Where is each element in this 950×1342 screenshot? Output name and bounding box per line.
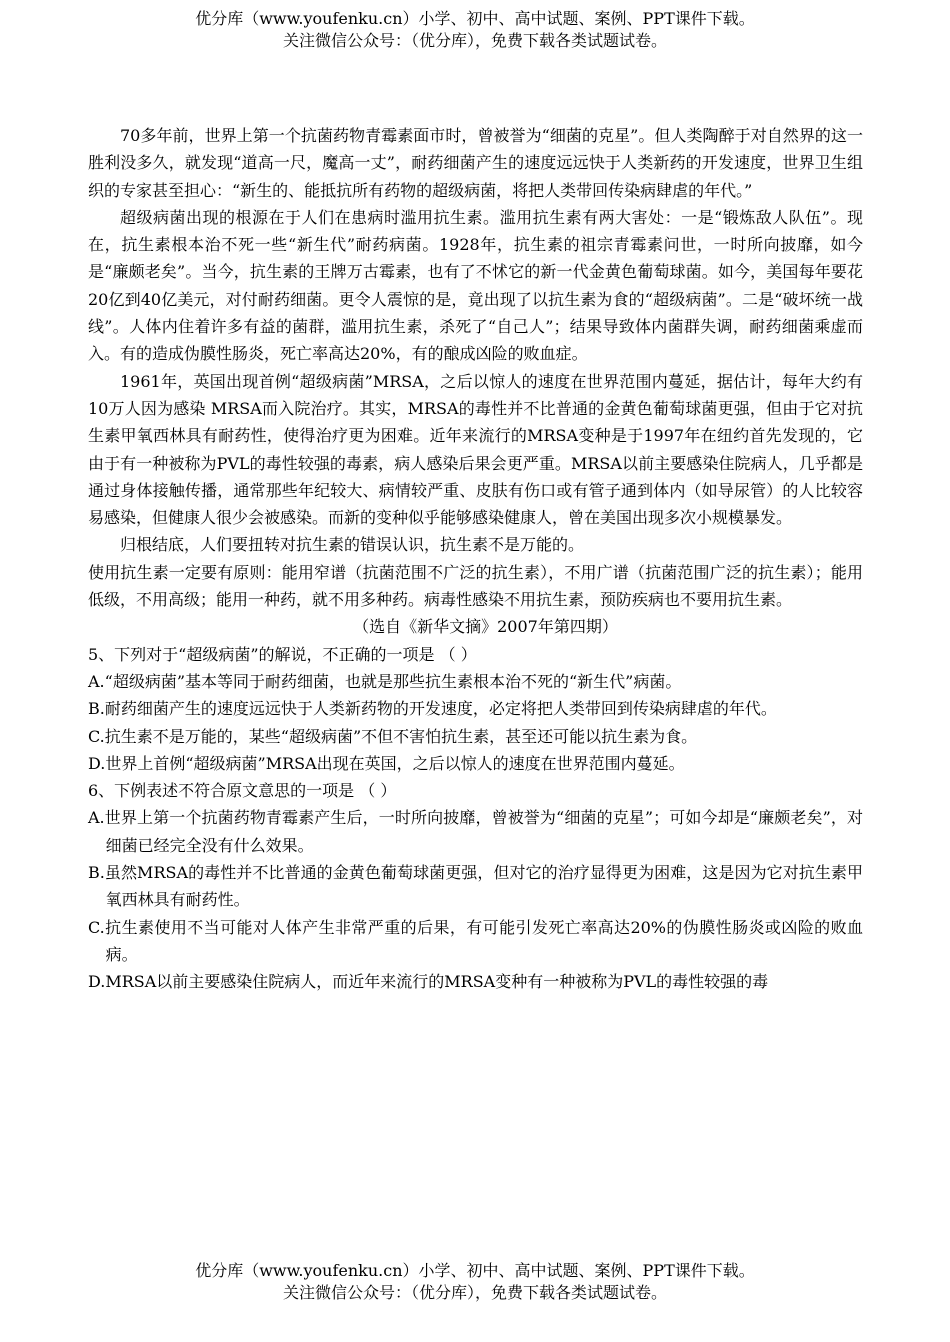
header-line-1: 优分库（www.youfenku.cn）小学、初中、高中试题、案例、PPT课件下载。 <box>195 9 755 28</box>
article-paragraph-2: 超级病菌出现的根源在于人们在患病时滥用抗生素。滥用抗生素有两大害处：一是“锻炼敌人队伍”。现在，抗生素根本治不死一些“新生代”耐药病菌。1928年，抗生素的祖宗青霉素问世，一时所向披靡，如今是“廉颇老矣”。当今，抗生素的王牌万古霉素，也有了不怵它的新一代金黄色葡萄球菌。如今，美国每年要花20亿到40亿美元，对付耐药细菌。更令人震惊的是，竟出现了以抗生素为食的“超级病菌”。二是“破坏统一战线”。人体内住着许多有益的菌群，滥用抗生素，杀死了“自己人”；结果导致体内菌群失调，耐药细菌乘虚而入。有的造成伪膜性肠炎，死亡率高达20%，有的酿成凶险的败血症。 <box>88 207 863 364</box>
question-5-option-b: B.耐药细菌产生的速度远远快于人类新药物的开发速度，必定将把人类带回到传染病肆虐的年代。 <box>88 699 777 719</box>
question-6-stem: 6、下例表述不符合原文意思的一项是 （ ） <box>88 781 397 801</box>
page-footer <box>0 1260 950 1304</box>
page-header <box>0 8 950 52</box>
article-paragraph-3: 1961年，英国出现首例“超级病菌”MRSA，之后以惊人的速度在世界范围内蔓延，据估计，每年大约有10万人因为感染 MRSA而入院治疗。其实，MRSA的毒性并不比普通的金黄色葡萄球菌更强，但由于它对抗生素甲氧西林具有耐药性，使得治疗更为困难。近年来流行的MRSA变种是于1997年在纽约首先发现的，它由于有一种被称为PVL的毒性较强的毒素，病人感染后果会更严重。MRSA以前主要感染住院病人，几乎都是通过身体接触传播，通常那些年纪较大、病情较严重、皮肤有伤口或有管子通到体内（如导尿管）的人比较容易感染，但健康人很少会被感染。而新的变种似乎能够感染健康人，曾在美国出现多次小规模暴发。 <box>88 371 863 528</box>
article-source: （选自《新华文摘》2007年第四期） <box>353 617 618 637</box>
article-paragraph-1: 70多年前，世界上第一个抗菌药物青霉素面市时，曾被誉为“细菌的克星”。但人类陶醉于对自然界的这一胜利没多久，就发现“道高一尺，魔高一丈”，耐药细菌产生的速度远远快于人类新药的开发速度，世界卫生组织的专家甚至担心：“新生的、能抵抗所有药物的超级病菌，将把人类带回传染病肆虐的年代。” <box>88 126 863 200</box>
question-5-option-a: A.“超级病菌”基本等同于耐药细菌，也就是那些抗生素根本治不死的“新生代”病菌。 <box>88 671 682 691</box>
question-5-option-c: C.抗生素不是万能的，某些“超级病菌”不但不害怕抗生素，甚至还可能以抗生素为食。 <box>88 726 698 746</box>
article-content <box>88 122 863 996</box>
footer-line-2: 关注微信公众号：（优分库），免费下载各类试题试卷。 <box>282 1283 667 1302</box>
footer-line-1: 优分库（www.youfenku.cn）小学、初中、高中试题、案例、PPT课件下载。 <box>195 1261 755 1280</box>
header-line-2: 关注微信公众号：（优分库），免费下载各类试题试卷。 <box>282 31 667 50</box>
question-6-option-c: C.抗生素使用不当可能对人体产生非常严重的后果，有可能引发死亡率高达20%的伪膜性肠炎或凶险的败血病。 <box>88 917 863 964</box>
question-6-option-b: B.虽然MRSA的毒性并不比普通的金黄色葡萄球菌更强，但对它的治疗显得更为困难，这是因为它对抗生素甲氧西林具有耐药性。 <box>88 863 863 910</box>
question-5-option-d: D.世界上首例“超级病菌”MRSA出现在英国，之后以惊人的速度在世界范围内蔓延。 <box>88 753 685 773</box>
question-5-stem: 5、下列对于“超级病菌”的解说，不正确的一项是 （ ） <box>88 644 477 664</box>
article-paragraph-5: 使用抗生素一定要有原则：能用窄谱（抗菌范围不广泛的抗生素），不用广谱（抗菌范围广泛的抗生素）；能用低级，不用高级；能用一种药，就不用多种药。病毒性感染不用抗生素，预防疾病也不要用抗生素。 <box>88 562 863 610</box>
question-6-option-d: D.MRSA以前主要感染住院病人，而近年来流行的MRSA变种有一种被称为PVL的毒性较强的毒 <box>88 972 769 992</box>
question-6-option-a: A.世界上第一个抗菌药物青霉素产生后，一时所向披靡，曾被誉为“细菌的克星”；可如今却是“廉颇老矣”，对细菌已经完全没有什么效果。 <box>88 808 863 855</box>
article-paragraph-4: 归根结底，人们要扭转对抗生素的错误认识，抗生素不是万能的。 <box>120 535 585 555</box>
